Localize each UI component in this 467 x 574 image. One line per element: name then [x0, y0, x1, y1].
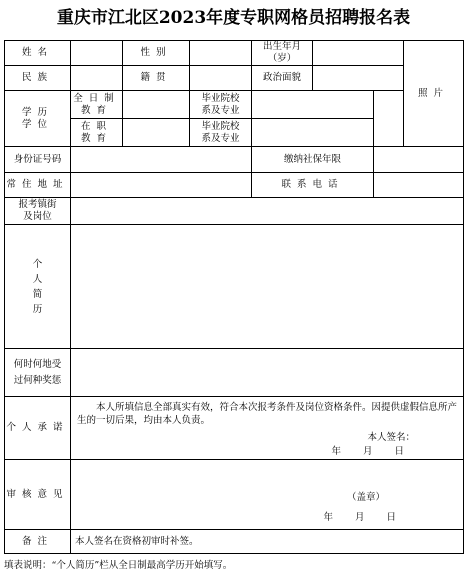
registration-form-table: [4, 40, 464, 554]
pledge-text: 本人所填信息全部真实有效，符合本次报考条件及岗位资格条件。因提供虚假信息所产生的一切后果，均由本人负责。: [77, 402, 458, 426]
inservice-school-field[interactable]: [252, 119, 374, 147]
rewards-label: 何时何地受 过何种奖惩: [5, 349, 71, 397]
name-label: 姓名: [5, 41, 71, 66]
id-number-label: 身份证号码: [5, 147, 71, 173]
political-status-field[interactable]: [313, 66, 404, 91]
footnote: 填表说明：“个人简历”栏从全日制最高学历开始填写。: [4, 560, 233, 571]
birth-field[interactable]: [313, 41, 404, 66]
review-date: 年 月 日: [323, 512, 397, 523]
native-place-field[interactable]: [190, 66, 252, 91]
review-seal: （盖章）: [346, 492, 385, 503]
inservice-edu-label: 在职 教育: [71, 119, 123, 147]
pledge-cell: [71, 397, 464, 460]
pledge-date[interactable]: 年 月 日: [331, 446, 405, 457]
ethnicity-field[interactable]: [71, 66, 123, 91]
rewards-field[interactable]: [71, 349, 464, 397]
applied-post-field[interactable]: [71, 198, 464, 225]
gender-label: 性别: [123, 41, 190, 66]
form-title: 重庆市江北区2023年度专职网格员招聘报名表: [56, 8, 411, 28]
remarks-label: 备注: [5, 530, 71, 554]
social-security-label: 缴纳社保年限: [252, 147, 374, 173]
id-number-field[interactable]: [71, 147, 252, 173]
education-label: 学历 学位: [5, 91, 71, 147]
fulltime-school-field[interactable]: [252, 91, 374, 119]
birth-label: 出生年月 （岁）: [252, 41, 313, 66]
address-label: 常住地址: [5, 173, 71, 198]
name-field[interactable]: [71, 41, 123, 66]
photo-box[interactable]: 照片: [404, 41, 464, 147]
social-security-field[interactable]: [374, 147, 464, 173]
native-place-label: 籍贯: [123, 66, 190, 91]
resume-label: 个人简历: [5, 225, 71, 349]
resume-field[interactable]: [71, 225, 464, 349]
fulltime-edu-field[interactable]: [123, 91, 190, 119]
inservice-edu-field[interactable]: [123, 119, 190, 147]
gender-field[interactable]: [190, 41, 252, 66]
political-status-label: 政治面貌: [252, 66, 313, 91]
applied-post-label: 报考镇街 及岗位: [5, 198, 71, 225]
phone-label: 联系电话: [252, 173, 374, 198]
inservice-school-label: 毕业院校 系及专业: [190, 119, 252, 147]
phone-field[interactable]: [374, 173, 464, 198]
remarks-text: 本人签名在资格初审时补签。: [71, 530, 464, 554]
fulltime-edu-label: 全日制 教育: [71, 91, 123, 119]
pledge-signature[interactable]: 本人签名：: [367, 432, 415, 443]
ethnicity-label: 民族: [5, 66, 71, 91]
fulltime-school-label: 毕业院校 系及专业: [190, 91, 252, 119]
address-field[interactable]: [71, 173, 252, 198]
pledge-label: 个人承诺: [5, 397, 71, 460]
review-label: 审核意见: [5, 460, 71, 530]
review-cell[interactable]: [71, 460, 464, 530]
